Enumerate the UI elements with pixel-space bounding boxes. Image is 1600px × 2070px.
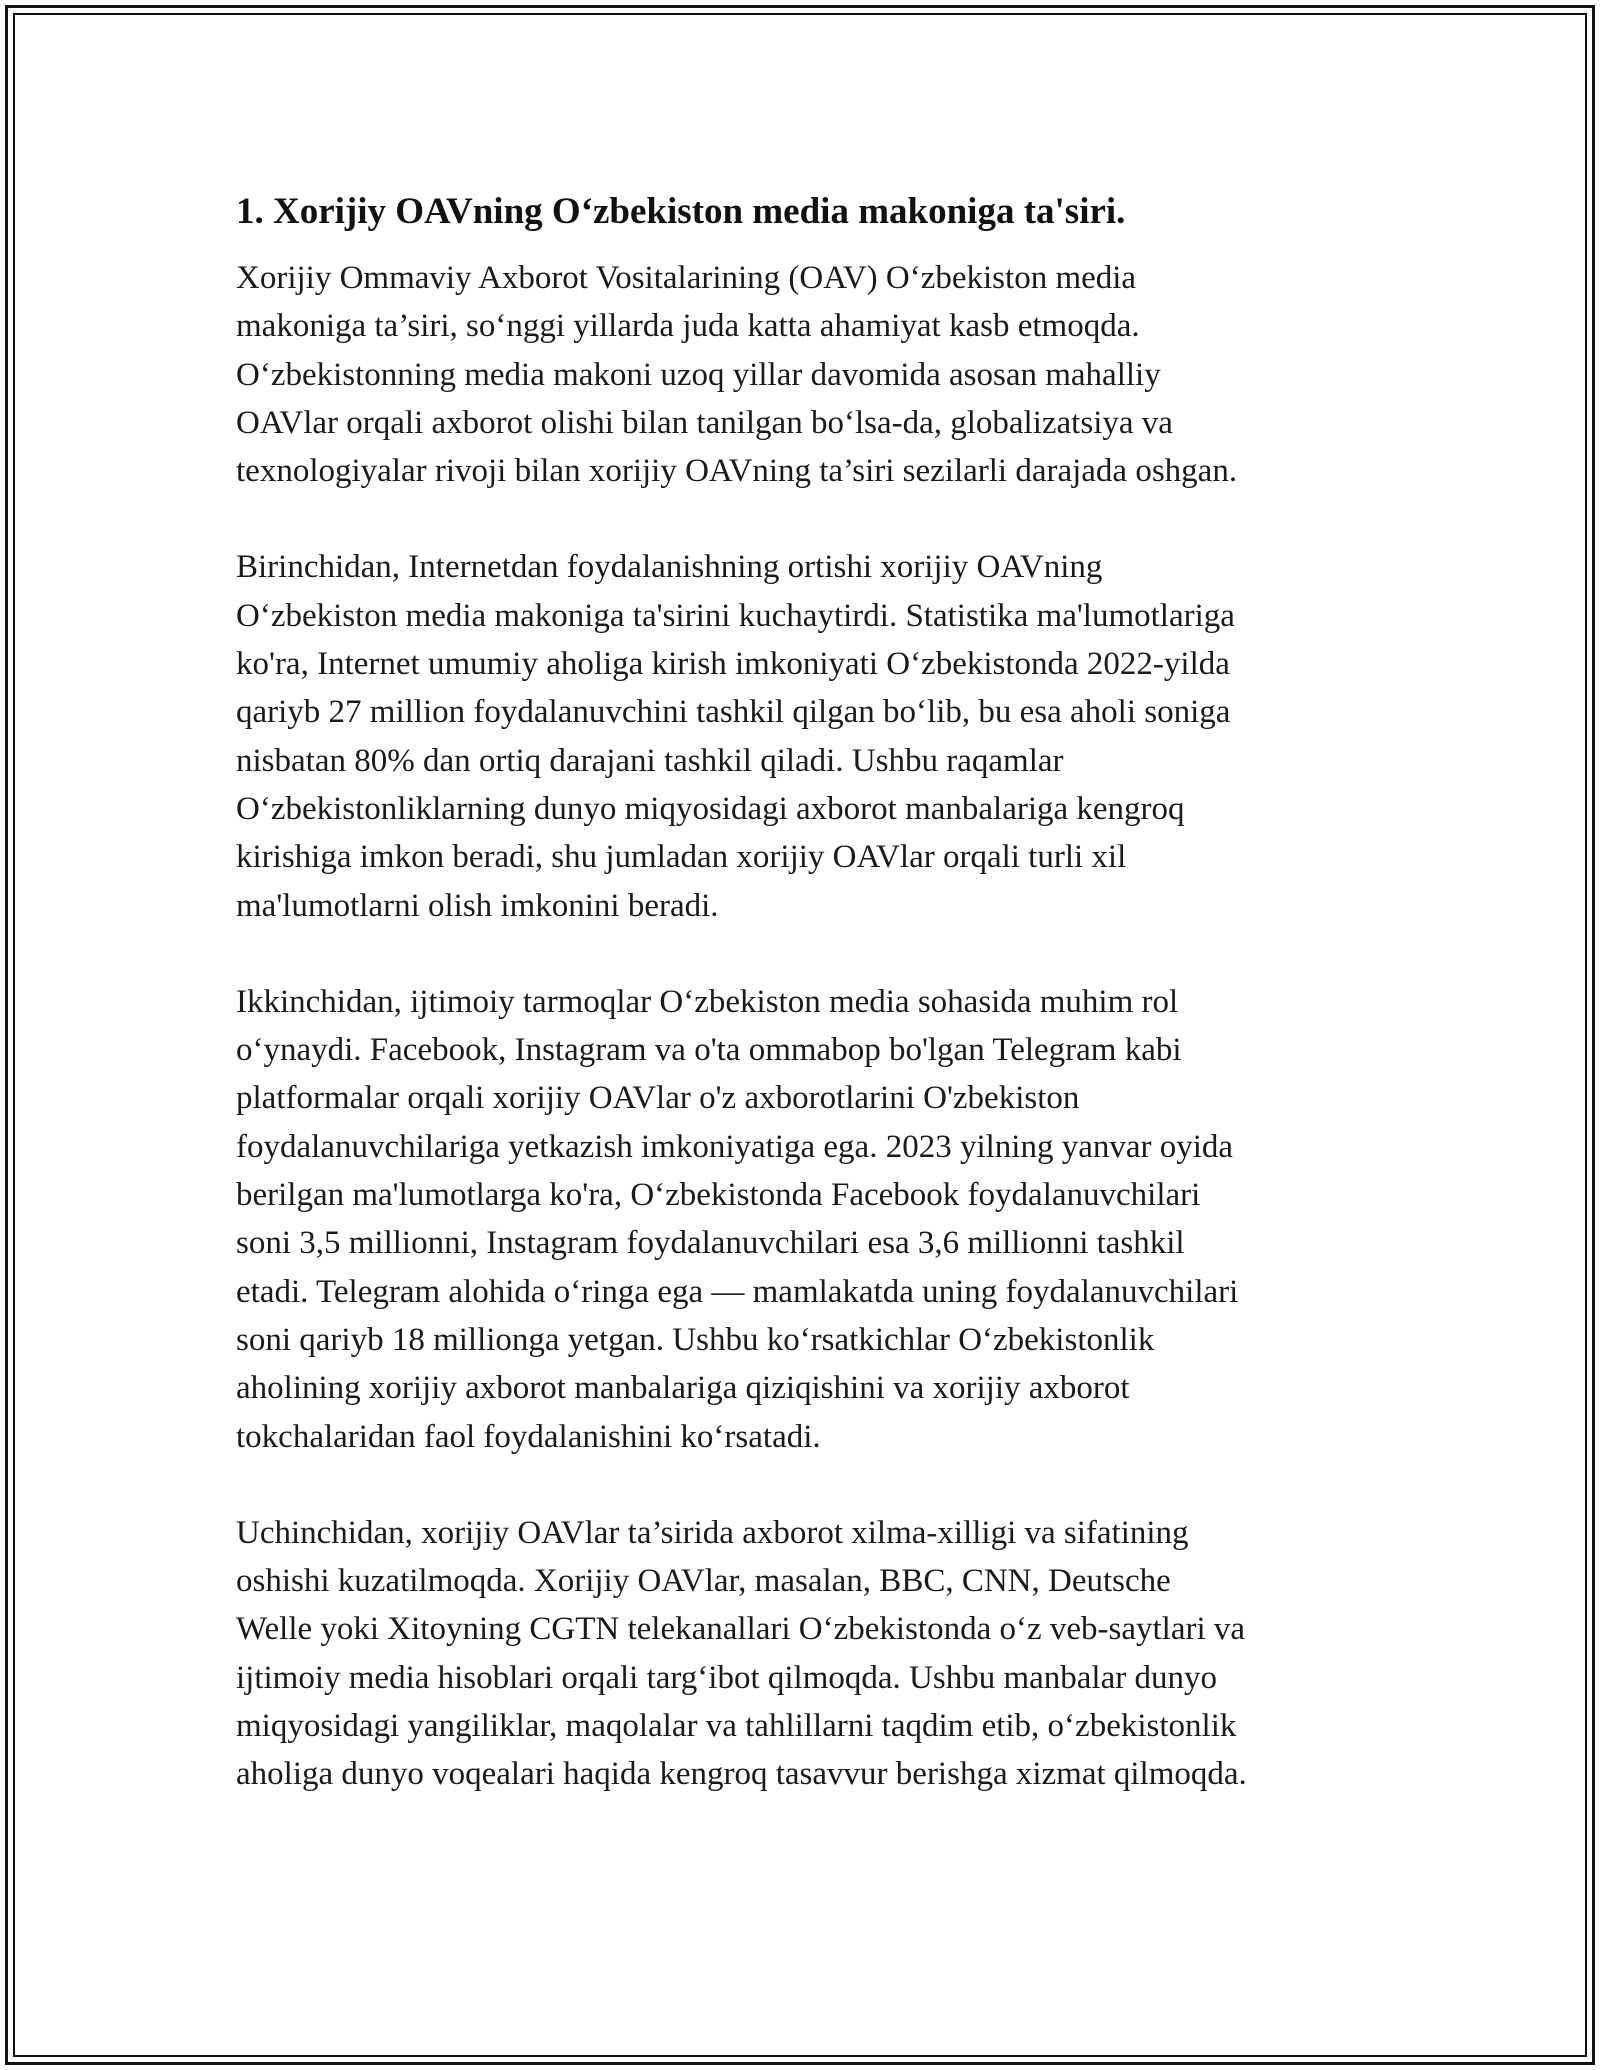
- text-line: etadi. Telegram alohida o‘ringa ega — mamlakatda uning foydalanuvchilari: [236, 1273, 1239, 1310]
- text-line: o‘ynaydi. Facebook, Instagram va o'ta ommabop bo'lgan Telegram kabi: [236, 1032, 1182, 1069]
- text-line: aholining xorijiy axborot manbalariga qiziqishini va xorijiy axborot: [236, 1370, 1130, 1407]
- paragraph-first: [236, 543, 1366, 929]
- text-line: kirishiga imkon beradi, shu jumladan xorijiy OAVlar orqali turli xil: [236, 839, 1127, 876]
- text-line: Ikkinchidan, ijtimoiy tarmoqlar O‘zbekiston media sohasida muhim rol: [236, 983, 1179, 1020]
- text-line: oshishi kuzatilmoqda. Xorijiy OAVlar, masalan, BBC, CNN, Deutsche: [236, 1563, 1171, 1600]
- text-line: texnologiyalar rivoji bilan xorijiy OAVning ta’siri sezilarli darajada oshgan.: [236, 453, 1238, 490]
- text-line: platformalar orqali xorijiy OAVlar o'z axborotlarini O'zbekiston: [236, 1080, 1080, 1117]
- text-line: ko'ra, Internet umumiy aholiga kirish imkoniyati O‘zbekistonda 2022-yilda: [236, 646, 1230, 683]
- text-line: ijtimoiy media hisoblari orqali targ‘ibot qilmoqda. Ushbu manbalar dunyo: [236, 1659, 1217, 1696]
- text-line: soni 3,5 millionni, Instagram foydalanuvchilari esa 3,6 millionni tashkil: [236, 1225, 1185, 1262]
- text-line: Uchinchidan, xorijiy OAVlar ta’sirida axborot xilma-xilligi va sifatining: [236, 1514, 1189, 1551]
- text-line: berilgan ma'lumotlarga ko'ra, O‘zbekistonda Facebook foydalanuvchilari: [236, 1177, 1201, 1214]
- text-line: foydalanuvchilariga yetkazish imkoniyatiga ega. 2023 yilning yanvar oyida: [236, 1128, 1234, 1165]
- paragraph-second: [236, 978, 1366, 1461]
- text-line: Welle yoki Xitoyning CGTN telekanallari O‘zbekistonda o‘z veb-saytlari va: [236, 1611, 1246, 1648]
- text-line: ma'lumotlarni olish imkonini beradi.: [236, 887, 719, 924]
- text-line: makoniga ta’siri, so‘nggi yillarda juda katta ahamiyat kasb etmoqda.: [236, 308, 1140, 345]
- text-line: O‘zbekiston media makoniga ta'sirini kuchaytirdi. Statistika ma'lumotlariga: [236, 597, 1235, 634]
- text-line: qariyb 27 million foydalanuvchini tashkil qilgan bo‘lib, bu esa aholi soniga: [236, 694, 1231, 731]
- section-heading: 1. Xorijiy OAVning O‘zbekiston media makoniga ta'siri.: [236, 191, 1126, 232]
- text-line: Xorijiy Ommaviy Axborot Vositalarining (OAV) O‘zbekiston media: [236, 260, 1137, 296]
- text-line: aholiga dunyo voqealari haqida kengroq tasavvur berishga xizmat qilmoqda.: [236, 1756, 1247, 1793]
- paragraph-third: [236, 1509, 1366, 1799]
- text-line: nisbatan 80% dan ortiq darajani tashkil qiladi. Ushbu raqamlar: [236, 742, 1064, 779]
- text-line: miqyosidagi yangiliklar, maqolalar va tahlillarni taqdim etib, o‘zbekistonlik: [236, 1708, 1237, 1745]
- text-line: Birinchidan, Internetdan foydalanishning ortishi xorijiy OAVning: [236, 549, 1103, 586]
- paragraph-intro: [236, 254, 1366, 495]
- text-line: tokchalaridan faol foydalanishini ko‘rsatadi.: [236, 1418, 821, 1455]
- text-line: O‘zbekistonning media makoni uzoq yillar davomida asosan mahalliy: [236, 356, 1161, 393]
- text-line: soni qariyb 18 millionga yetgan. Ushbu ko‘rsatkichlar O‘zbekistonlik: [236, 1321, 1155, 1358]
- text-line: OAVlar orqali axborot olishi bilan tanilgan bo‘lsa-da, globalizatsiya va: [236, 404, 1173, 441]
- document-body: [236, 186, 1366, 1847]
- text-line: O‘zbekistonliklarning dunyo miqyosidagi axborot manbalariga kengroq: [236, 790, 1185, 827]
